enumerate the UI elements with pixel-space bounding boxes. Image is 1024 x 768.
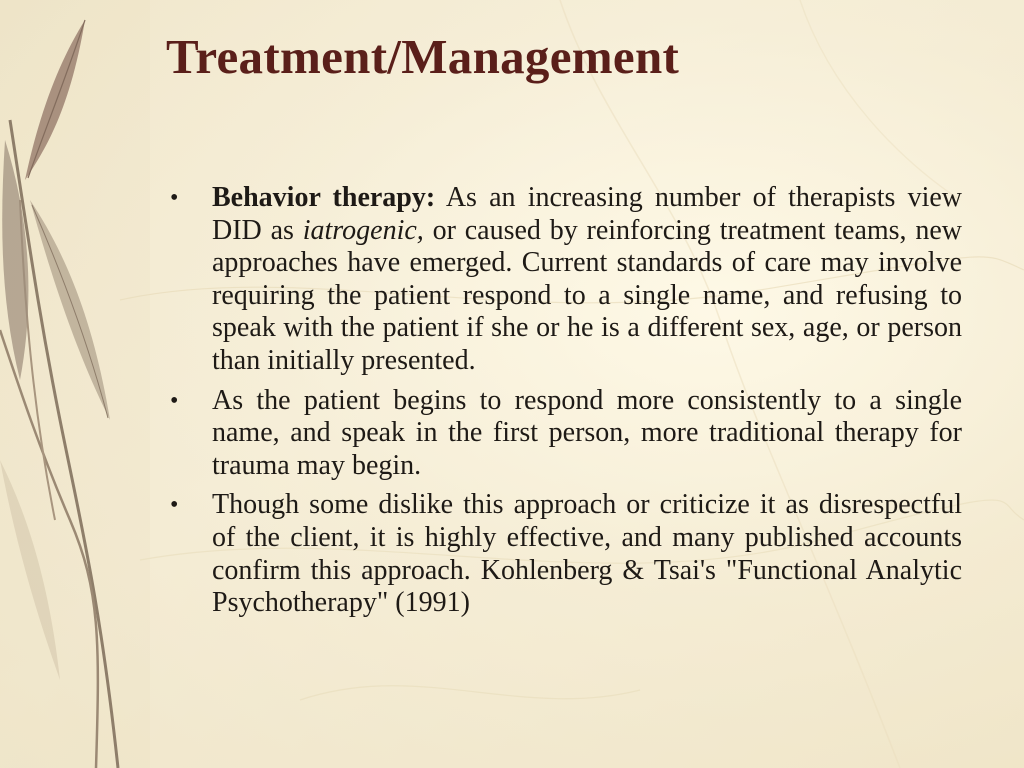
- bullet-lead-term: Behavior therapy:: [212, 182, 436, 213]
- bullet-marker: •: [170, 387, 179, 414]
- bullet-text: Though some dislike this approach or criticize it as disrespectful of the client, it is highly effective, and many published accounts confirm this approach. Kohlenberg & Tsai's "Functional Analytic Psychotherapy" (1991): [212, 489, 962, 619]
- bullet-text: As an increasing number of therapists view DID as: [212, 182, 963, 246]
- bullet-item-behavior-therapy: [170, 182, 962, 378]
- bullet-text: or caused by reinforcing treatment teams, new approaches have emerged. Current standards of care may involve requiring the patient respond to a single name, and refusing to speak with the patient if she or he is a different sex, age, or person than initially presented.: [212, 214, 963, 376]
- slide-title: Treatment/Management: [166, 29, 680, 84]
- dried-leaf-illustration: [0, 0, 150, 768]
- bullet-item-criticism: [170, 489, 962, 619]
- emphasized-term: iatrogenic,: [302, 214, 424, 246]
- bullet-marker: •: [170, 492, 179, 519]
- bullet-item-traditional-therapy: [170, 385, 962, 483]
- bullet-text: As the patient begins to respond more consistently to a single name, and speak in the first person, more traditional therapy for trauma may begin.: [212, 384, 962, 481]
- bullet-marker: •: [170, 185, 179, 211]
- bullet-list: [170, 182, 962, 627]
